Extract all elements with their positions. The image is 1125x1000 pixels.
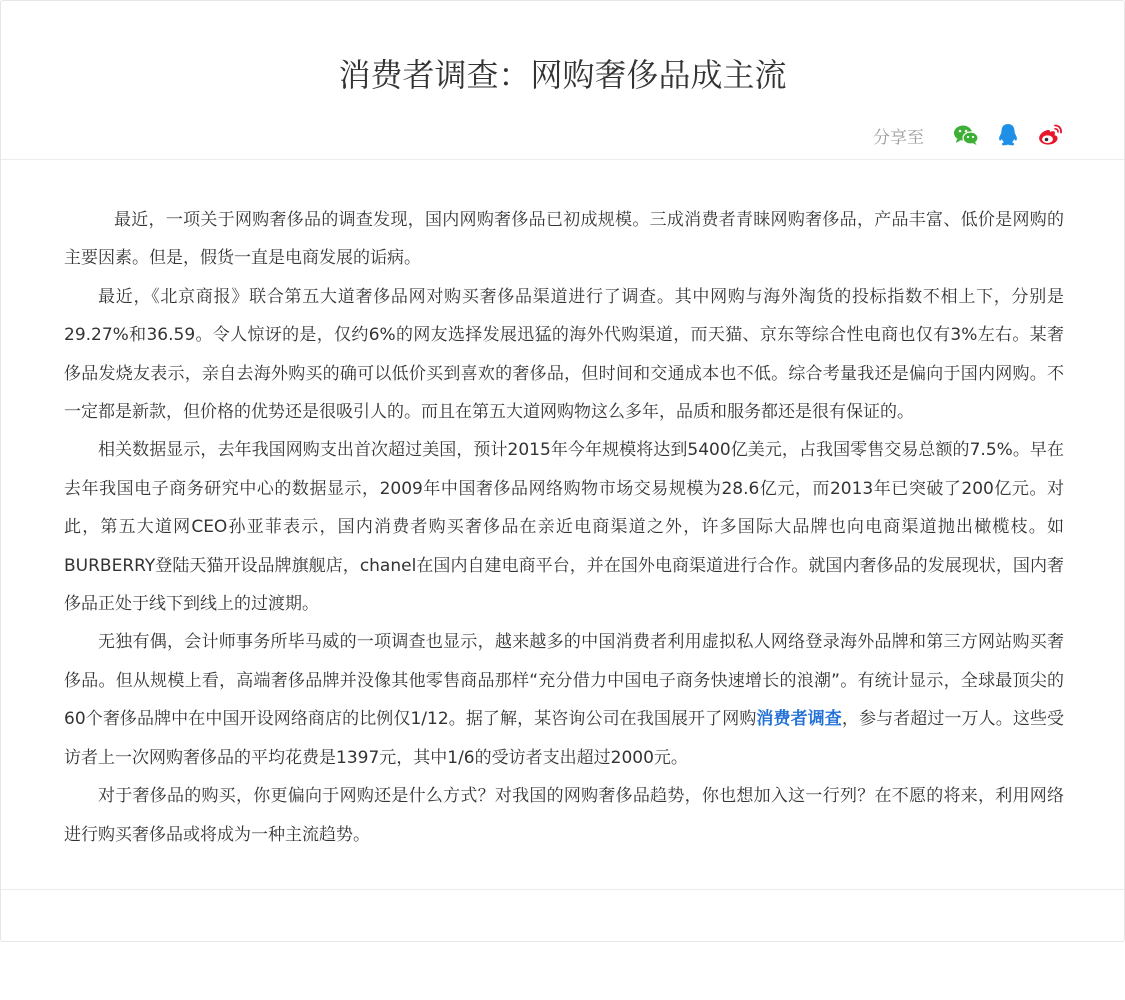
consumer-survey-link[interactable]: 消费者调查	[756, 709, 842, 730]
paragraph-3: 相关数据显示，去年我国网购支出首次超过美国，预计2015年今年规模将达到5400亿美元，占我国零售交易总额的7.5%。早在去年我国电子商务研究中心的数据显示，2009年中国奢侈品网络购物市场交易规模为28.6亿元，而2013年已突破了200亿元。对此，第五大道网CEO孙亚菲表示，国内消费者购买奢侈品在亲近电商渠道之外，许多国际大品牌也向电商渠道抛出橄榄枝。如BURBERRY登陆天猫开设品牌旗舰店，chanel在国内自建电商平台，并在国外电商渠道进行合作。就国内奢侈品的发展现状，国内奢侈品正处于线下到线上的过渡期。	[64, 440, 1064, 615]
paragraph-4-text-before: 无独有偶，会计师事务所毕马威的一项调查也显示，越来越多的中国消费者利用虚拟私人网络登录海外品牌和第三方网站购买奢侈品。但从规模上看，高端奢侈品牌并没像其他零售商品那样“充分借力中国电子商务快速增长的浪潮”。有统计显示，全球最顶尖的60个奢侈品牌中在中国开设网络商店的比例仅1/12。据了解，某咨询公司在我国展开了网购	[64, 632, 1064, 730]
paragraph-1: 最近，一项关于网购奢侈品的调查发现，国内网购奢侈品已初成规模。三成消费者青睐网购奢侈品，产品丰富、低价是网购的主要因素。但是，假货一直是电商发展的诟病。	[64, 210, 1064, 269]
paragraph-5: 对于奢侈品的购买，你更偏向于网购还是什么方式？对我国的网购奢侈品趋势，你也想加入这一行列？在不愿的将来，利用网络进行购买奢侈品或将成为一种主流趋势。	[64, 786, 1064, 845]
article-body	[64, 201, 1064, 854]
wechat-icon[interactable]	[952, 121, 980, 149]
article-header	[1, 1, 1124, 160]
share-label: 分享至	[873, 127, 924, 148]
qq-icon[interactable]	[994, 121, 1022, 149]
paragraph-4-text-after: ，参与者超过一万人。这些受访者上一次网购奢侈品的平均花费是1397元，其中1/6的受访者支出超过2000元。	[64, 709, 1065, 768]
weibo-icon[interactable]	[1036, 121, 1064, 149]
share-bar	[873, 121, 1064, 149]
paragraph-2: 最近，《北京商报》联合第五大道奢侈品网对购买奢侈品渠道进行了调查。其中网购与海外淘货的投标指数不相上下，分别是29.27%和36.59。令人惊讶的是，仅约6%的网友选择发展迅猛的海外代购渠道，而天猫、京东等综合性电商也仅有3%左右。某奢侈品发烧友表示，亲自去海外购买的确可以低价买到喜欢的奢侈品，但时间和交通成本也不低。综合考量我还是偏向于国内网购。不一定都是新款，但价格的优势还是很吸引人的。而且在第五大道网购物这么多年，品质和服务都还是很有保证的。	[64, 286, 1064, 423]
paragraph-4	[64, 623, 1064, 777]
article-title: 消费者调查：网购奢侈品成主流	[338, 56, 787, 94]
article-footer	[1, 889, 1124, 942]
